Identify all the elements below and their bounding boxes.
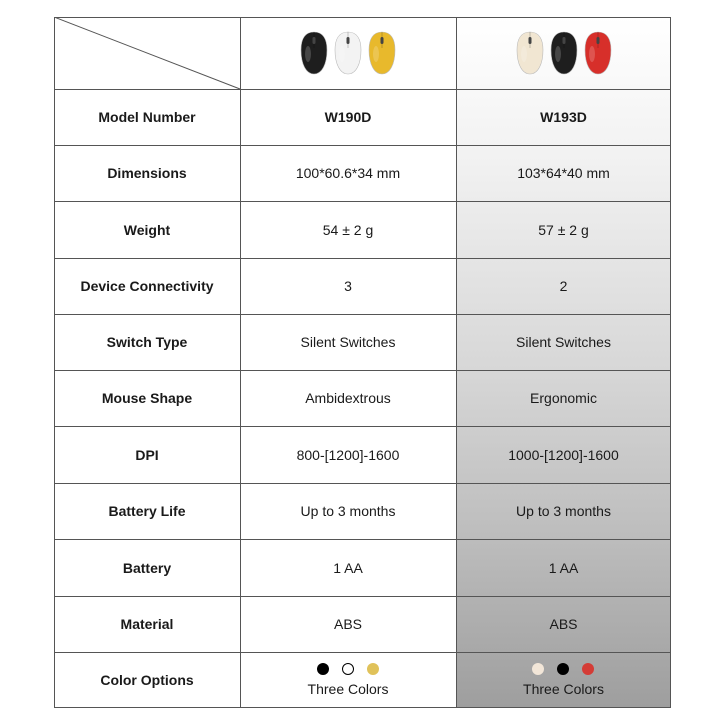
row-label: Device Connectivity	[80, 278, 214, 294]
row-label: Switch Type	[106, 334, 188, 350]
row-label: Model Number	[98, 109, 196, 125]
w193d-colors-label: Three Colors	[523, 681, 604, 697]
w193d-value: 2	[559, 278, 568, 294]
row-label: Mouse Shape	[101, 390, 193, 406]
row-label: Battery	[122, 559, 172, 576]
w193d-value: Up to 3 months	[516, 503, 611, 519]
w190d-value: W190D	[324, 109, 372, 125]
w193d-value: Silent Switches	[516, 334, 611, 350]
w190d-value: 800-[1200]-1600	[296, 446, 400, 463]
table-grid-lines	[54, 17, 671, 708]
w190d-value: Silent Switches	[300, 334, 396, 350]
w190d-value: 1 AA	[333, 559, 363, 576]
row-label: Material	[120, 616, 174, 632]
w193d-value: W193D	[540, 109, 587, 125]
row-label: Dimensions	[107, 165, 187, 181]
w190d-value: 3	[344, 278, 352, 294]
row-label: DPI	[135, 446, 159, 463]
w193d-value: 57 ± 2 g	[538, 221, 589, 238]
w190d-value: 54 ± 2 g	[322, 221, 374, 238]
w190d-value: ABS	[333, 616, 362, 632]
w193d-value: ABS	[549, 616, 578, 632]
w193d-value: 1000-[1200]-1600	[508, 446, 619, 463]
w193d-value: Ergonomic	[530, 390, 597, 406]
row-label: Weight	[123, 221, 171, 238]
w190d-colors-label: Three Colors	[307, 681, 389, 697]
w190d-value: 100*60.6*34 mm	[295, 165, 401, 181]
row-label: Color Options	[100, 672, 194, 688]
w190d-value: Ambidextrous	[305, 390, 391, 406]
comparison-table	[54, 17, 671, 708]
header-diagonal-line	[54, 17, 240, 89]
w193d-value: 1 AA	[548, 559, 579, 576]
w190d-value: Up to 3 months	[300, 503, 396, 519]
w193d-value: 103*64*40 mm	[517, 165, 610, 181]
row-label: Battery Life	[108, 503, 186, 519]
